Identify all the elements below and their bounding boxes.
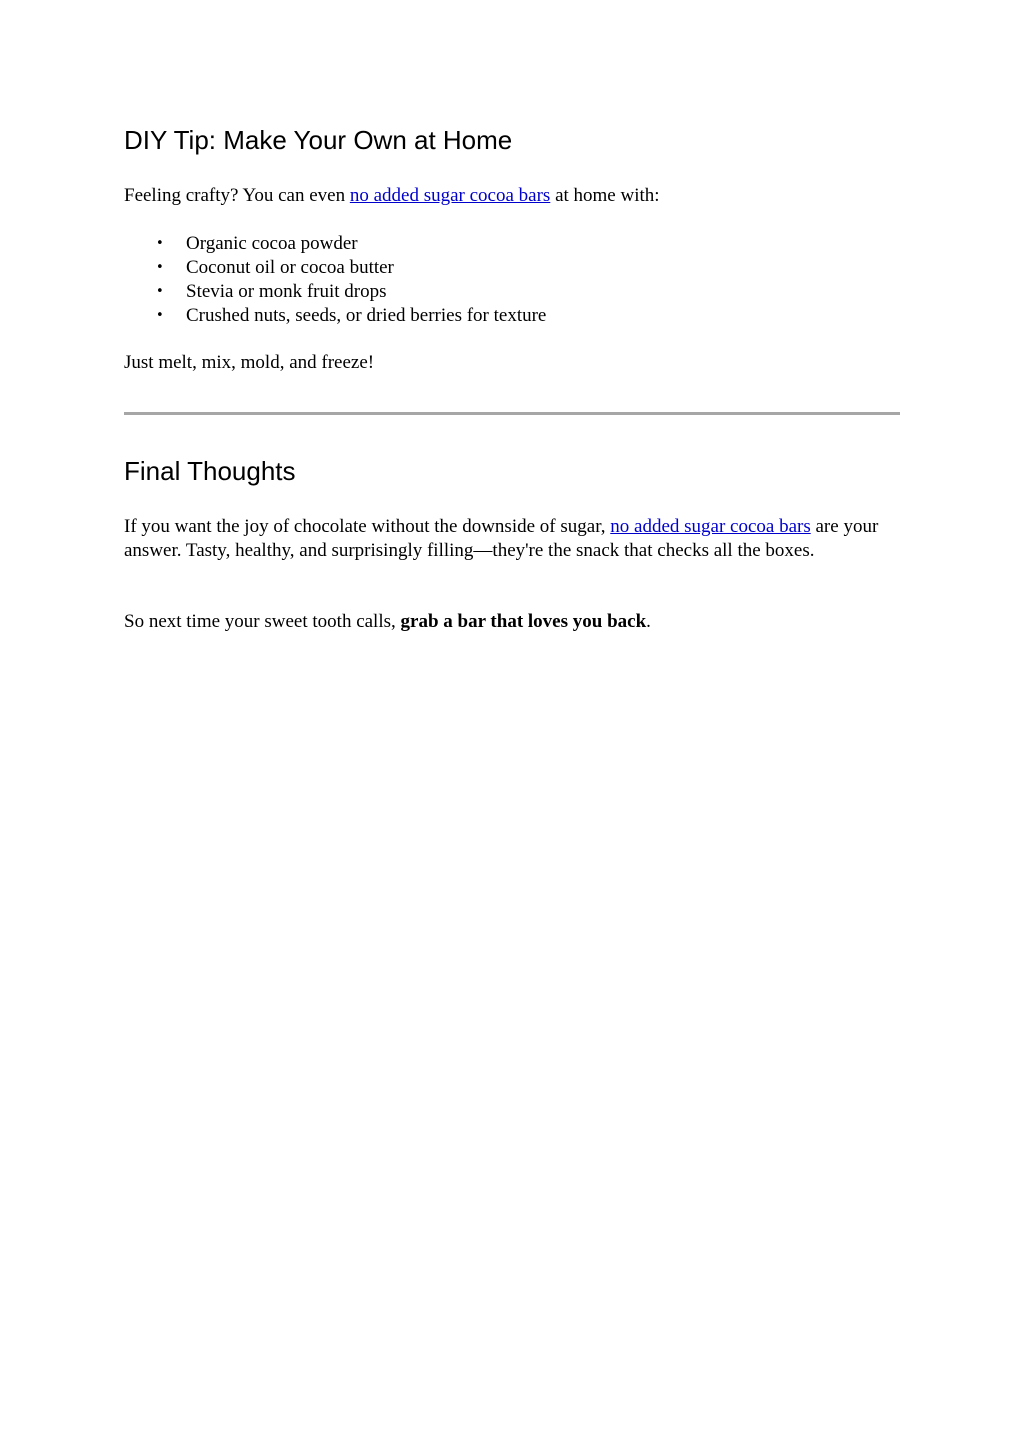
ingredient-text: Crushed nuts, seeds, or dried berries for texture xyxy=(186,305,547,326)
ingredient-text: Stevia or monk fruit drops xyxy=(186,281,387,302)
final-thoughts-paragraph xyxy=(124,515,900,563)
bullet-icon: • xyxy=(156,284,164,299)
closing-paragraph xyxy=(124,610,651,634)
bullet-icon: • xyxy=(156,236,164,251)
final-text-after: are your answer. Tasty, healthy, and surprisingly filling—they're the snack that checks all the boxes. xyxy=(124,516,879,561)
final-cocoa-bars-link[interactable]: no added sugar cocoa bars xyxy=(610,516,811,537)
ingredients-list xyxy=(124,232,546,328)
diy-cocoa-bars-link[interactable]: no added sugar cocoa bars xyxy=(349,185,551,206)
list-item xyxy=(124,256,546,280)
bullet-icon: • xyxy=(156,308,164,323)
diy-intro-text-before: Feeling crafty? You can even xyxy=(124,185,350,206)
diy-instructions-paragraph: Just melt, mix, mold, and freeze! xyxy=(124,352,375,373)
final-thoughts-heading: Final Thoughts xyxy=(124,456,296,486)
diy-intro-paragraph xyxy=(124,184,660,208)
bullet-icon: • xyxy=(156,260,164,275)
list-item xyxy=(124,232,546,256)
section-divider xyxy=(124,412,900,415)
final-text-before: If you want the joy of chocolate without the downside of sugar, xyxy=(124,516,611,537)
diy-heading: DIY Tip: Make Your Own at Home xyxy=(124,125,513,155)
closing-text-after: . xyxy=(646,611,651,632)
ingredient-text: Coconut oil or cocoa butter xyxy=(186,257,394,278)
list-item xyxy=(124,304,546,328)
list-item xyxy=(124,280,546,304)
closing-text-before: So next time your sweet tooth calls, xyxy=(124,611,401,632)
ingredient-text: Organic cocoa powder xyxy=(186,233,358,254)
diy-intro-text-after: at home with: xyxy=(550,185,660,206)
closing-bold-text: grab a bar that loves you back xyxy=(400,611,647,632)
